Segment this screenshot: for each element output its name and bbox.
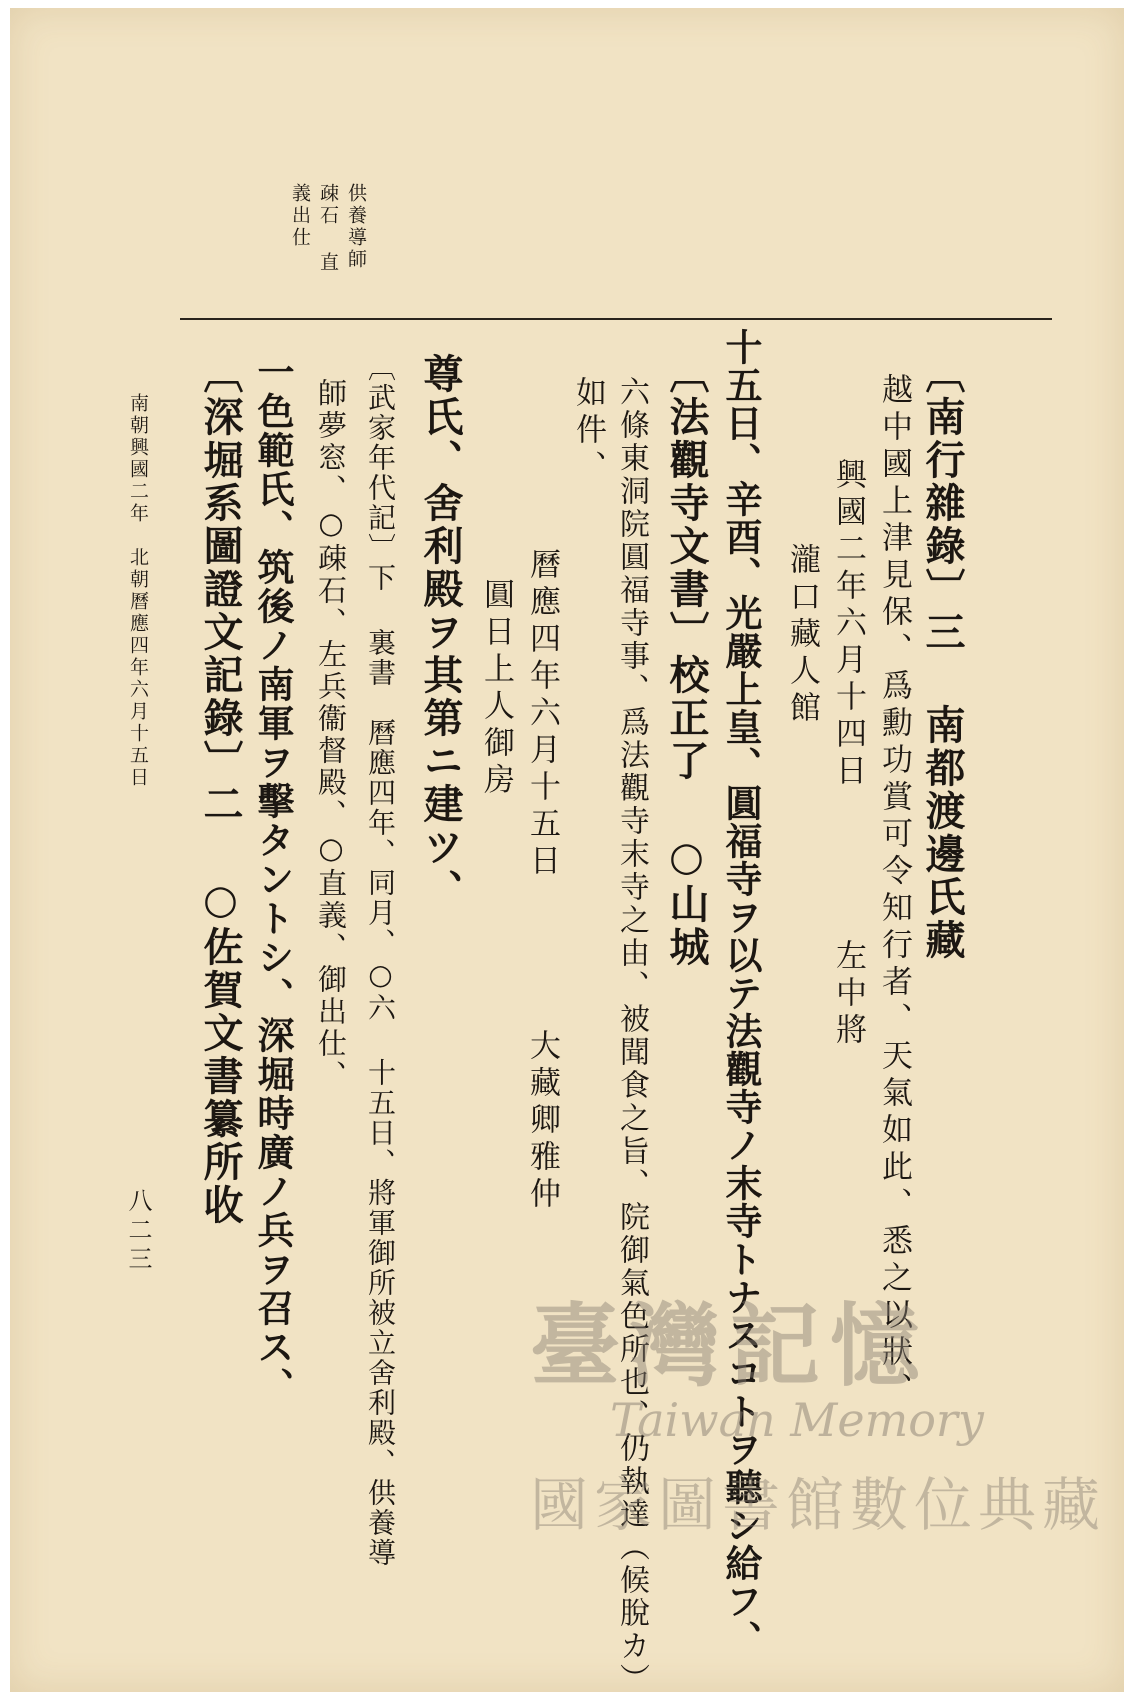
text-column-12: 〔武家年代記〕下 裏書 曆應四年、同月、○六 十五日、將軍御所被立舍利殿、供養導 — [364, 353, 397, 1568]
text-column-8: 如件、 — [570, 376, 606, 487]
text-column-13: 師夢窓、○疎石、左兵衞督殿、○直義、御出仕、 — [314, 378, 348, 1092]
watermark-institution: 國家圖書館數位典藏 — [530, 1471, 1107, 1539]
document-page — [10, 8, 1124, 1696]
text-column-3: 興國二年六月十四日 左中將 — [830, 458, 866, 1050]
text-column-9: 曆應四年六月十五日 大藏卿雅仲 — [524, 548, 560, 1214]
watermark-logo: 臺灣記憶 — [530, 1294, 930, 1399]
header-rule — [180, 318, 1052, 320]
text-column-4: 瀧口藏人館 — [784, 543, 820, 728]
text-column-7: 六條東洞院圓福寺事、爲法觀寺末寺之由、被聞食之旨、院御氣色所也、仍執達（候脫カ） — [614, 376, 649, 1696]
text-column-6: 〔法觀寺文書〕校正了 ○山城 — [663, 353, 710, 969]
watermark-english: Taiwan Memory — [610, 1393, 984, 1447]
text-column-15: 〔深堀系圖證文記錄〕二 ○佐賀文書纂所收 — [197, 353, 244, 1227]
text-column-10: 圓日上人御房 — [478, 578, 514, 800]
text-column-2: 越中國上津見保、爲勳功賞可令知行者、天氣如此、悉之以狀、 — [876, 373, 912, 1409]
running-head: 南朝興國二年 北朝曆應四年六月十五日 — [127, 393, 149, 789]
text-column-5: 十五日、辛酉、光嚴上皇、圓福寺ヲ以テ法觀寺ノ末寺トナスコトヲ聽シ給フ、 — [719, 328, 763, 1658]
top-note: 供養導師 疎石 直義出仕 — [289, 183, 367, 274]
text-column-11: 尊氏、舍利殿ヲ其第ニ建ツ、 — [417, 353, 464, 912]
page-number: 八二三 — [124, 1188, 152, 1275]
text-column-1: 〔南行雜錄〕三 南都渡邊氏藏 — [919, 353, 966, 962]
text-column-14: 一色範氏、筑後ノ南軍ヲ擊タントシ、深堀時廣ノ兵ヲ召ス、 — [251, 353, 295, 1406]
